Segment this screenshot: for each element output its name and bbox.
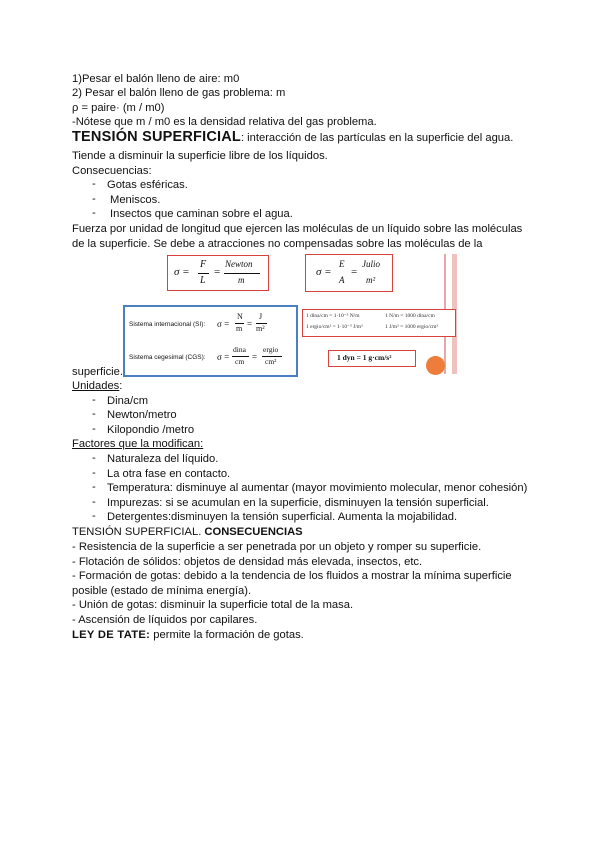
- si-unit-denominator: m²: [256, 324, 265, 333]
- list-item: Impurezas: si se acumulan en la superficie, disminuyen la tensión superficial.: [107, 497, 489, 509]
- formula-force-box: [167, 255, 269, 291]
- cgs-denominator: cm: [235, 357, 245, 366]
- section-heading: TENSIÓN SUPERFICIAL: [72, 129, 241, 145]
- cgs-label: Sistema cegesimal (CGS):: [129, 354, 206, 361]
- formula-lhs: σ =: [174, 266, 190, 278]
- list-bullet: -: [92, 207, 96, 219]
- list-item: Naturaleza del líquido.: [107, 453, 219, 465]
- cgs-unit-numerator: ergio: [263, 345, 279, 354]
- list-bullet: -: [92, 467, 96, 479]
- list-bullet: -: [92, 193, 96, 205]
- text-line: Fuerza por unidad de longitud que ejercen las moléculas de un líquido sobre las moléculas: [72, 223, 523, 235]
- ley-text: permite la formación de gotas.: [150, 629, 304, 641]
- list-bullet: -: [92, 394, 96, 406]
- formula-numerator: F: [200, 259, 207, 270]
- list-item: Kilopondio /metro: [107, 424, 195, 436]
- fraction-bar: [224, 273, 260, 274]
- tension-definition: : interacción de las partículas en la superficie del agua.: [240, 132, 514, 144]
- dyn-definition: 1 dyn = 1 g·cm/s²: [337, 353, 392, 362]
- cgs-equals: =: [252, 352, 258, 362]
- cgs-sigma: σ =: [217, 352, 230, 362]
- dyn-definition-box: [328, 350, 416, 367]
- list-item: La otra fase en contacto.: [107, 468, 231, 480]
- formula-equals: =: [214, 266, 221, 278]
- list-item: Insectos que caminan sobre el agua.: [110, 208, 293, 220]
- unidades-label: Unidades: [72, 380, 120, 392]
- text-line: de la superficie. Se debe a atracciones no compensadas sobre las moléculas de la: [72, 238, 483, 250]
- unidades-colon: :: [119, 380, 123, 392]
- cgs-numerator: dina: [233, 345, 246, 354]
- list-item: Meniscos.: [110, 194, 161, 206]
- tension-paragraph: [72, 130, 513, 145]
- si-equals: =: [247, 319, 253, 329]
- text-line: 2) Pesar el balón lleno de gas problema: m: [72, 87, 286, 99]
- formula-denominator: L: [200, 275, 206, 286]
- ley-bold: LEY DE TATE:: [72, 629, 151, 641]
- text-line: - Ascensión de líquidos por capilares.: [72, 614, 258, 626]
- conversion-text: 1 ergio/cm² = 1·10⁻³ J/m²: [306, 324, 363, 330]
- si-label: Sistema internacional (SI):: [129, 321, 206, 328]
- consecuencias-label: Consecuencias:: [72, 165, 152, 177]
- text-line: - Flotación de sólidos: objetos de densidad más elevada, insectos, etc.: [72, 556, 423, 568]
- list-bullet: -: [92, 496, 96, 508]
- list-bullet: -: [92, 178, 96, 190]
- list-bullet: -: [92, 423, 96, 435]
- ts-prefix: TENSIÓN SUPERFICIAL.: [72, 526, 205, 538]
- formula-numerator: E: [339, 259, 345, 269]
- text-line: - Resistencia de la superficie a ser penetrada por un objeto y romper su superficie.: [72, 541, 482, 553]
- si-sigma: σ =: [217, 319, 230, 329]
- list-item: Detergentes:disminuyen la tensión superficial. Aumenta la mojabilidad.: [107, 511, 458, 523]
- list-item: Dina/cm: [107, 395, 149, 407]
- orange-dot-decoration: [426, 356, 445, 375]
- factores-heading: Factores que la modifican:: [72, 438, 204, 450]
- formula-unit-numerator: Newton: [225, 259, 253, 269]
- formula-energy-box: [305, 254, 393, 292]
- unidades-heading: [72, 379, 122, 393]
- conversion-text: 1 N/m = 1000 dina/cm: [385, 313, 435, 319]
- fraction-bar: [198, 273, 209, 274]
- text-line: posible (estado de mínima energía).: [72, 585, 252, 597]
- si-numerator: N: [237, 312, 243, 321]
- ley-de-tate-line: [72, 628, 304, 642]
- si-denominator: m: [236, 324, 243, 333]
- text-line: - Unión de gotas: disminuir la superficie total de la masa.: [72, 599, 354, 611]
- formula-equals: =: [351, 266, 358, 278]
- formula-unit-numerator: Julio: [362, 259, 380, 269]
- text-line: 1)Pesar el balón lleno de aire: m0: [72, 73, 240, 85]
- list-item: Newton/metro: [107, 409, 177, 421]
- formula-denominator: A: [339, 275, 345, 285]
- text-line: superficie.: [72, 366, 123, 378]
- units-systems-box: [123, 305, 298, 377]
- list-item: Temperatura: disminuye al aumentar (mayor movimiento molecular, menor cohesión): [107, 482, 528, 494]
- formula-unit-denominator: m: [238, 275, 245, 285]
- text-line: - Formación de gotas: debido a la tendencia de los fluidos a mostrar la mínima superficie: [72, 570, 512, 582]
- list-bullet: -: [92, 408, 96, 420]
- conversions-box: [302, 309, 456, 337]
- text-line: Tiende a disminuir la superficie libre de los líquidos.: [72, 150, 328, 162]
- consecuencias-heading: [72, 525, 303, 539]
- list-bullet: -: [92, 481, 96, 493]
- list-item: Gotas esféricas.: [107, 179, 188, 191]
- list-bullet: -: [92, 452, 96, 464]
- ts-bold: CONSECUENCIAS: [204, 526, 303, 538]
- si-unit-numerator: J: [259, 312, 263, 321]
- text-line: -Nótese que m / m0 es la densidad relativa del gas problema.: [72, 116, 377, 128]
- conversion-text: 1 dina/cm = 1·10⁻³ N/m: [306, 313, 360, 319]
- formula-lhs: σ =: [316, 266, 332, 278]
- formula-unit-denominator: m²: [366, 275, 376, 285]
- list-bullet: -: [92, 510, 96, 522]
- text-line: ρ = paire· (m / m0): [72, 102, 165, 114]
- conversion-text: 1 J/m² = 1000 ergio/cm²: [385, 324, 439, 330]
- cgs-unit-denominator: cm²: [265, 357, 277, 366]
